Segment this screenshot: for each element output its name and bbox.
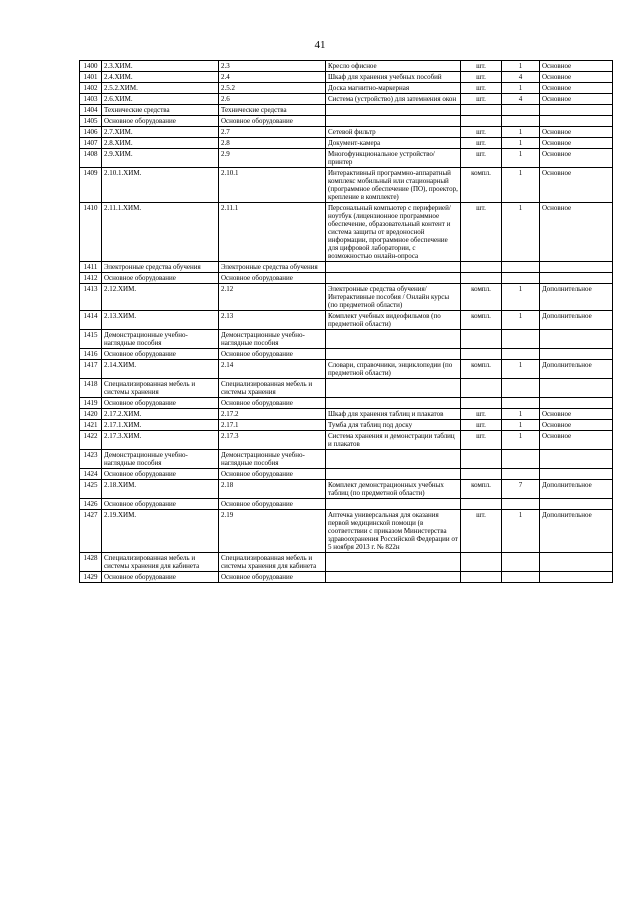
cell-quantity bbox=[502, 572, 540, 583]
cell-quantity: 7 bbox=[502, 480, 540, 499]
table-row bbox=[80, 420, 613, 431]
cell-unit: шт. bbox=[461, 420, 502, 431]
cell-row-number: 1419 bbox=[80, 398, 102, 409]
cell-item-name bbox=[326, 450, 461, 469]
cell-section-code: Основное оборудование bbox=[219, 499, 326, 510]
cell-unit bbox=[461, 349, 502, 360]
cell-unit bbox=[461, 379, 502, 398]
cell-unit bbox=[461, 553, 502, 572]
cell-item-code: 2.3.ХИМ. bbox=[102, 61, 219, 72]
cell-unit: шт. bbox=[461, 510, 502, 553]
cell-equipment-type: Основное bbox=[540, 149, 613, 168]
cell-section-code: 2.17.2 bbox=[219, 409, 326, 420]
cell-item-code: 2.14.ХИМ. bbox=[102, 360, 219, 379]
cell-quantity: 1 bbox=[502, 149, 540, 168]
cell-item-name bbox=[326, 572, 461, 583]
equipment-table bbox=[79, 60, 613, 583]
table-row bbox=[80, 149, 613, 168]
table-row bbox=[80, 360, 613, 379]
cell-equipment-type: Основное bbox=[540, 203, 613, 262]
cell-quantity: 1 bbox=[502, 360, 540, 379]
cell-row-number: 1409 bbox=[80, 168, 102, 203]
cell-section-code: 2.17.3 bbox=[219, 431, 326, 450]
cell-quantity: 4 bbox=[502, 94, 540, 105]
cell-item-name bbox=[326, 553, 461, 572]
cell-unit bbox=[461, 273, 502, 284]
cell-equipment-type: Основное bbox=[540, 431, 613, 450]
cell-section-code: Технические средства bbox=[219, 105, 326, 116]
table-row bbox=[80, 450, 613, 469]
cell-item-name: Система (устройство) для затемнения окон bbox=[326, 94, 461, 105]
cell-section-code: 2.4 bbox=[219, 72, 326, 83]
cell-item-name: Кресло офисное bbox=[326, 61, 461, 72]
cell-unit: шт. bbox=[461, 409, 502, 420]
cell-item-code: 2.18.ХИМ. bbox=[102, 480, 219, 499]
cell-row-number: 1422 bbox=[80, 431, 102, 450]
cell-section-code: Электронные средства обучения bbox=[219, 262, 326, 273]
cell-section-code: Основное оборудование bbox=[219, 572, 326, 583]
cell-item-name bbox=[326, 330, 461, 349]
cell-item-code: Основное оборудование bbox=[102, 499, 219, 510]
cell-row-number: 1418 bbox=[80, 379, 102, 398]
cell-quantity: 1 bbox=[502, 409, 540, 420]
cell-row-number: 1414 bbox=[80, 311, 102, 330]
table-row bbox=[80, 379, 613, 398]
cell-item-name: Документ-камера bbox=[326, 138, 461, 149]
cell-item-code: 2.17.3.ХИМ. bbox=[102, 431, 219, 450]
cell-unit bbox=[461, 330, 502, 349]
cell-item-code: 2.11.1.ХИМ. bbox=[102, 203, 219, 262]
cell-row-number: 1405 bbox=[80, 116, 102, 127]
cell-section-code: 2.9 bbox=[219, 149, 326, 168]
table-row bbox=[80, 116, 613, 127]
cell-equipment-type bbox=[540, 349, 613, 360]
table-row bbox=[80, 262, 613, 273]
cell-item-name bbox=[326, 262, 461, 273]
cell-quantity: 1 bbox=[502, 510, 540, 553]
table-row bbox=[80, 138, 613, 149]
cell-item-code: Специализированная мебель и системы хранения bbox=[102, 379, 219, 398]
cell-equipment-type: Дополнительное bbox=[540, 360, 613, 379]
cell-row-number: 1424 bbox=[80, 469, 102, 480]
cell-unit: компл. bbox=[461, 360, 502, 379]
cell-quantity bbox=[502, 349, 540, 360]
cell-equipment-type bbox=[540, 572, 613, 583]
cell-section-code: 2.18 bbox=[219, 480, 326, 499]
cell-quantity bbox=[502, 379, 540, 398]
table-row bbox=[80, 311, 613, 330]
cell-section-code: Демонстрационные учебно-наглядные пособия bbox=[219, 450, 326, 469]
cell-quantity bbox=[502, 553, 540, 572]
cell-quantity: 1 bbox=[502, 284, 540, 311]
cell-equipment-type: Основное bbox=[540, 72, 613, 83]
cell-equipment-type: Основное bbox=[540, 83, 613, 94]
cell-item-name: Электронные средства обучения/Интерактивные пособия / Онлайн курсы (по предметной области) bbox=[326, 284, 461, 311]
table-row bbox=[80, 469, 613, 480]
cell-section-code: 2.10.1 bbox=[219, 168, 326, 203]
cell-section-code: 2.14 bbox=[219, 360, 326, 379]
cell-equipment-type bbox=[540, 262, 613, 273]
cell-row-number: 1420 bbox=[80, 409, 102, 420]
cell-unit: компл. bbox=[461, 480, 502, 499]
table-row bbox=[80, 127, 613, 138]
cell-row-number: 1406 bbox=[80, 127, 102, 138]
table-row bbox=[80, 72, 613, 83]
cell-unit: компл. bbox=[461, 311, 502, 330]
cell-section-code: Основное оборудование bbox=[219, 273, 326, 284]
cell-quantity: 4 bbox=[502, 72, 540, 83]
cell-section-code: 2.11.1 bbox=[219, 203, 326, 262]
table-row bbox=[80, 83, 613, 94]
cell-unit bbox=[461, 450, 502, 469]
cell-section-code: Демонстрационные учебно-наглядные пособия bbox=[219, 330, 326, 349]
cell-quantity: 1 bbox=[502, 83, 540, 94]
table-row bbox=[80, 480, 613, 499]
cell-item-name bbox=[326, 499, 461, 510]
table-row bbox=[80, 409, 613, 420]
cell-equipment-type bbox=[540, 116, 613, 127]
cell-equipment-type: Дополнительное bbox=[540, 284, 613, 311]
cell-row-number: 1425 bbox=[80, 480, 102, 499]
cell-section-code: Основное оборудование bbox=[219, 116, 326, 127]
cell-row-number: 1411 bbox=[80, 262, 102, 273]
table-row bbox=[80, 349, 613, 360]
cell-quantity bbox=[502, 116, 540, 127]
cell-row-number: 1403 bbox=[80, 94, 102, 105]
cell-item-code: 2.17.1.ХИМ. bbox=[102, 420, 219, 431]
cell-item-name bbox=[326, 469, 461, 480]
table-row bbox=[80, 94, 613, 105]
cell-item-name bbox=[326, 349, 461, 360]
cell-section-code: 2.6 bbox=[219, 94, 326, 105]
cell-unit: компл. bbox=[461, 168, 502, 203]
cell-unit bbox=[461, 116, 502, 127]
cell-row-number: 1421 bbox=[80, 420, 102, 431]
cell-section-code: Основное оборудование bbox=[219, 398, 326, 409]
cell-item-code: 2.17.2.ХИМ. bbox=[102, 409, 219, 420]
cell-equipment-type bbox=[540, 379, 613, 398]
cell-unit bbox=[461, 398, 502, 409]
cell-equipment-type bbox=[540, 499, 613, 510]
cell-item-code: 2.12.ХИМ. bbox=[102, 284, 219, 311]
cell-item-code: 2.6.ХИМ. bbox=[102, 94, 219, 105]
cell-equipment-type: Основное bbox=[540, 94, 613, 105]
cell-unit: компл. bbox=[461, 284, 502, 311]
cell-item-code: Основное оборудование bbox=[102, 116, 219, 127]
cell-equipment-type bbox=[540, 450, 613, 469]
cell-quantity bbox=[502, 398, 540, 409]
cell-item-name bbox=[326, 379, 461, 398]
cell-item-name: Словари, справочники, энциклопедии (по предметной области) bbox=[326, 360, 461, 379]
cell-unit: шт. bbox=[461, 83, 502, 94]
cell-item-code: Демонстрационные учебно-наглядные пособия bbox=[102, 330, 219, 349]
table-row bbox=[80, 572, 613, 583]
cell-section-code: Основное оборудование bbox=[219, 469, 326, 480]
table-row bbox=[80, 203, 613, 262]
cell-equipment-type: Основное bbox=[540, 61, 613, 72]
cell-item-code: Специализированная мебель и системы хранения для кабинета bbox=[102, 553, 219, 572]
cell-row-number: 1427 bbox=[80, 510, 102, 553]
cell-item-code: Демонстрационные учебно-наглядные пособия bbox=[102, 450, 219, 469]
cell-section-code: 2.12 bbox=[219, 284, 326, 311]
cell-equipment-type: Дополнительное bbox=[540, 311, 613, 330]
cell-item-name bbox=[326, 105, 461, 116]
cell-item-name: Сетевой фильтр bbox=[326, 127, 461, 138]
cell-item-code: Основное оборудование bbox=[102, 273, 219, 284]
cell-item-name: Система хранения и демонстрации таблиц и плакатов bbox=[326, 431, 461, 450]
cell-row-number: 1428 bbox=[80, 553, 102, 572]
cell-unit: шт. bbox=[461, 72, 502, 83]
cell-section-code: Специализированная мебель и системы хранения bbox=[219, 379, 326, 398]
cell-equipment-type: Дополнительное bbox=[540, 510, 613, 553]
cell-item-code: 2.8.ХИМ. bbox=[102, 138, 219, 149]
cell-item-code: 2.4.ХИМ. bbox=[102, 72, 219, 83]
cell-item-code: Основное оборудование bbox=[102, 572, 219, 583]
cell-equipment-type: Основное bbox=[540, 409, 613, 420]
cell-quantity: 1 bbox=[502, 138, 540, 149]
cell-item-code: 2.9.ХИМ. bbox=[102, 149, 219, 168]
cell-row-number: 1415 bbox=[80, 330, 102, 349]
cell-unit: шт. bbox=[461, 149, 502, 168]
cell-section-code: 2.3 bbox=[219, 61, 326, 72]
cell-unit: шт. bbox=[461, 203, 502, 262]
cell-row-number: 1426 bbox=[80, 499, 102, 510]
cell-item-name: Комплект демонстрационных учебных таблиц (по предметной области) bbox=[326, 480, 461, 499]
cell-unit: шт. bbox=[461, 61, 502, 72]
cell-equipment-type: Основное bbox=[540, 138, 613, 149]
cell-item-name bbox=[326, 398, 461, 409]
cell-item-name: Аптечка универсальная для оказания первой медицинской помощи (в соответствии с приказом Министерства здравоохранения Российской Федерации от 5 ноября 2013 г. № 822н bbox=[326, 510, 461, 553]
cell-item-code: 2.5.2.ХИМ. bbox=[102, 83, 219, 94]
cell-unit bbox=[461, 105, 502, 116]
cell-item-name bbox=[326, 273, 461, 284]
page-number: 41 bbox=[314, 39, 326, 51]
cell-quantity: 1 bbox=[502, 168, 540, 203]
cell-quantity bbox=[502, 105, 540, 116]
cell-row-number: 1423 bbox=[80, 450, 102, 469]
table-row bbox=[80, 510, 613, 553]
cell-equipment-type bbox=[540, 469, 613, 480]
table-row bbox=[80, 284, 613, 311]
cell-item-code: Основное оборудование bbox=[102, 469, 219, 480]
cell-section-code: 2.7 bbox=[219, 127, 326, 138]
cell-quantity: 1 bbox=[502, 420, 540, 431]
cell-quantity: 1 bbox=[502, 311, 540, 330]
cell-row-number: 1404 bbox=[80, 105, 102, 116]
table-row bbox=[80, 499, 613, 510]
cell-row-number: 1429 bbox=[80, 572, 102, 583]
cell-row-number: 1402 bbox=[80, 83, 102, 94]
cell-section-code: 2.8 bbox=[219, 138, 326, 149]
cell-quantity: 1 bbox=[502, 61, 540, 72]
cell-equipment-type bbox=[540, 330, 613, 349]
cell-row-number: 1412 bbox=[80, 273, 102, 284]
cell-item-code: 2.7.ХИМ. bbox=[102, 127, 219, 138]
cell-equipment-type bbox=[540, 105, 613, 116]
cell-quantity: 1 bbox=[502, 127, 540, 138]
cell-equipment-type bbox=[540, 553, 613, 572]
cell-quantity bbox=[502, 499, 540, 510]
cell-row-number: 1408 bbox=[80, 149, 102, 168]
table-row bbox=[80, 398, 613, 409]
cell-row-number: 1416 bbox=[80, 349, 102, 360]
cell-item-name: Интерактивный программно-аппаратный комплекс мобильный или стационарный (программное обеспечение (ПО), проектор, крепление в комплекте) bbox=[326, 168, 461, 203]
cell-equipment-type bbox=[540, 273, 613, 284]
table-row bbox=[80, 61, 613, 72]
cell-item-name: Шкаф для хранения таблиц и плакатов bbox=[326, 409, 461, 420]
cell-equipment-type: Дополнительное bbox=[540, 480, 613, 499]
cell-quantity: 1 bbox=[502, 431, 540, 450]
cell-unit: шт. bbox=[461, 94, 502, 105]
table-row bbox=[80, 330, 613, 349]
cell-unit bbox=[461, 262, 502, 273]
cell-equipment-type bbox=[540, 398, 613, 409]
cell-item-name: Многофункциональное устройство/принтер bbox=[326, 149, 461, 168]
cell-unit bbox=[461, 572, 502, 583]
cell-equipment-type: Основное bbox=[540, 168, 613, 203]
cell-equipment-type: Основное bbox=[540, 420, 613, 431]
cell-section-code: 2.19 bbox=[219, 510, 326, 553]
cell-row-number: 1413 bbox=[80, 284, 102, 311]
cell-item-code: 2.19.ХИМ. bbox=[102, 510, 219, 553]
cell-section-code: 2.5.2 bbox=[219, 83, 326, 94]
cell-item-code: Основное оборудование bbox=[102, 398, 219, 409]
cell-quantity bbox=[502, 450, 540, 469]
cell-row-number: 1407 bbox=[80, 138, 102, 149]
cell-quantity bbox=[502, 273, 540, 284]
table-row bbox=[80, 168, 613, 203]
cell-unit: шт. bbox=[461, 431, 502, 450]
table-row bbox=[80, 105, 613, 116]
cell-item-code: Основное оборудование bbox=[102, 349, 219, 360]
cell-item-code: Электронные средства обучения bbox=[102, 262, 219, 273]
cell-unit: шт. bbox=[461, 138, 502, 149]
cell-quantity bbox=[502, 330, 540, 349]
cell-section-code: Специализированная мебель и системы хранения для кабинета bbox=[219, 553, 326, 572]
cell-quantity bbox=[502, 469, 540, 480]
table-row bbox=[80, 553, 613, 572]
cell-unit bbox=[461, 469, 502, 480]
cell-item-name: Шкаф для хранения учебных пособий bbox=[326, 72, 461, 83]
cell-item-code: 2.10.1.ХИМ. bbox=[102, 168, 219, 203]
table-row bbox=[80, 431, 613, 450]
cell-item-code: 2.13.ХИМ. bbox=[102, 311, 219, 330]
cell-quantity bbox=[502, 262, 540, 273]
cell-row-number: 1410 bbox=[80, 203, 102, 262]
cell-section-code: 2.17.1 bbox=[219, 420, 326, 431]
cell-item-name: Комплект учебных видеофильмов (по предметной области) bbox=[326, 311, 461, 330]
cell-unit bbox=[461, 499, 502, 510]
cell-item-name: Тумба для таблиц под доску bbox=[326, 420, 461, 431]
table-row bbox=[80, 273, 613, 284]
cell-section-code: 2.13 bbox=[219, 311, 326, 330]
cell-item-name: Персональный компьютер с периферией/ноутбук (лицензионное программное обеспечение, образовательный контент и система защиты от вредоносной информации, программное обеспечение для цифровой лаборатории, с возможностью онлайн-опроса bbox=[326, 203, 461, 262]
cell-unit: шт. bbox=[461, 127, 502, 138]
cell-section-code: Основное оборудование bbox=[219, 349, 326, 360]
cell-quantity: 1 bbox=[502, 203, 540, 262]
cell-equipment-type: Основное bbox=[540, 127, 613, 138]
cell-item-name bbox=[326, 116, 461, 127]
cell-row-number: 1400 bbox=[80, 61, 102, 72]
cell-item-code: Технические средства bbox=[102, 105, 219, 116]
cell-row-number: 1401 bbox=[80, 72, 102, 83]
cell-row-number: 1417 bbox=[80, 360, 102, 379]
cell-item-name: Доска магнитно-маркерная bbox=[326, 83, 461, 94]
